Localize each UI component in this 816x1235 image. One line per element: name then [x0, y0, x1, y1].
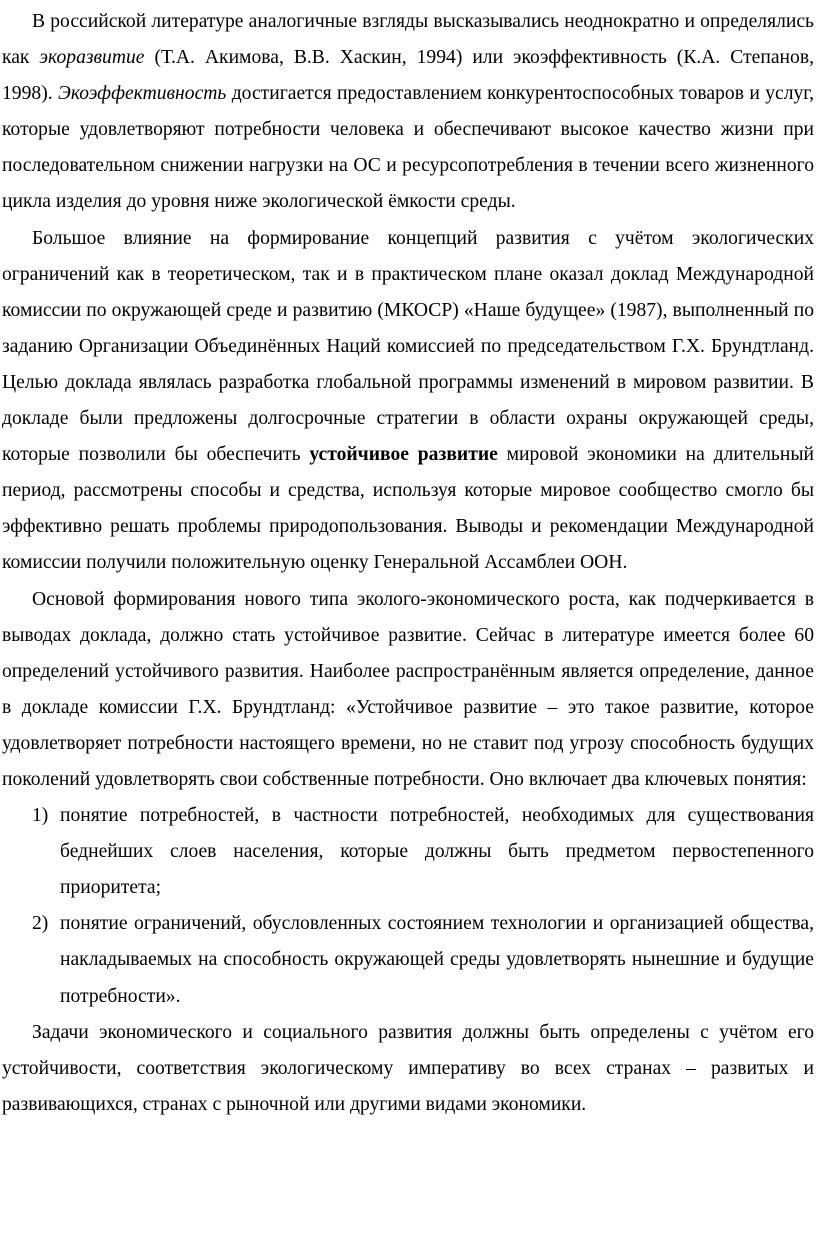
list-number: 2) [32, 913, 49, 935]
paragraph-ecodevelopment [2, 4, 814, 221]
paragraph-tasks: Задачи экономического и социального развития должны быть определены с учётом его устойчивости, соответствия экологическому императиву во всех странах – развитых и развивающихся, странах с рыночной или другими видами экономики. [2, 1021, 814, 1115]
list-item-text: понятие потребностей, в частности потребностей, необходимых для существования беднейших слоев населения, которые должны быть предметом первостепенного приоритета; [60, 805, 814, 899]
key-concepts-list [2, 798, 814, 1015]
paragraph-text: достигается предоставлением конкурентоспособных товаров и услуг, которые удовлетворяют потребности человека и обеспечивают высокое качество жизни при последовательном снижении нагрузки на ОС и ресурсопотребления в течении всего жизненного цикла изделия до уровня ниже экологической ёмкости среды. [2, 83, 814, 213]
paragraph-definition: Основой формирования нового типа эколого-экономического роста, как подчеркивается в выводах доклада, должно стать устойчивое развитие. Сейчас в литературе имеется более 60 определений устойчивого развития. Наиболее распространённым является определение, данное в докладе комиссии Г.Х. Брундтланд: «Устойчивое развитие – это такое развитие, которое удовлетворяет потребности настоящего времени, но не ставит под угрозу способность будущих поколений удовлетворять свои собственные потребности. Оно включает два ключевых понятия: [2, 588, 814, 790]
paragraph-text: (Т.А. Акимова, В.В. Хаскин, 1994) или экоэффективность (К.А. Степанов, 1998). [2, 47, 814, 105]
paragraph-brundtland-report [2, 221, 814, 582]
paragraph-text: мировой экономики на длительный период, рассмотрены способы и средства, используя которые мировое сообщество смогло бы эффективно решать проблемы природопользования. Выводы и рекомендации Международной комиссии получили положительную оценку Генеральной Ассамблеи ООН. [2, 444, 814, 574]
term-sustainable-development: устойчивое развитие [309, 444, 498, 466]
term-ecoefficiency: Экоэффективность [58, 83, 227, 105]
list-number: 1) [32, 805, 49, 827]
paragraph-text: Большое влияние на формирование концепций развития с учётом экологических ограничений как в теоретическом, так и в практическом плане оказал доклад Международной комиссии по окружающей среде и развитию (МКОСР) «Наше будущее» (1987), выполненный по заданию Организации Объединённых Наций комиссией по председательством Г.Х. Брундтланд. Целью доклада являлась разработка глобальной программы изменений в мировом развитии. В докладе были предложены долгосрочные стратегии в области охраны окружающей среды, которые позволили бы обеспечить [2, 227, 814, 466]
paragraph-text: В российской литературе аналогичные взгляды высказывались неоднократно и определялись как [2, 11, 814, 69]
list-item [2, 906, 814, 1014]
term-ecodevelopment: экоразвитие [39, 47, 145, 69]
list-item-text: понятие ограничений, обусловленных состоянием технологии и организацией общества, накладываемых на способность окружающей среды удовлетворять нынешние и будущие потребности». [60, 913, 814, 1007]
list-item [2, 798, 814, 906]
